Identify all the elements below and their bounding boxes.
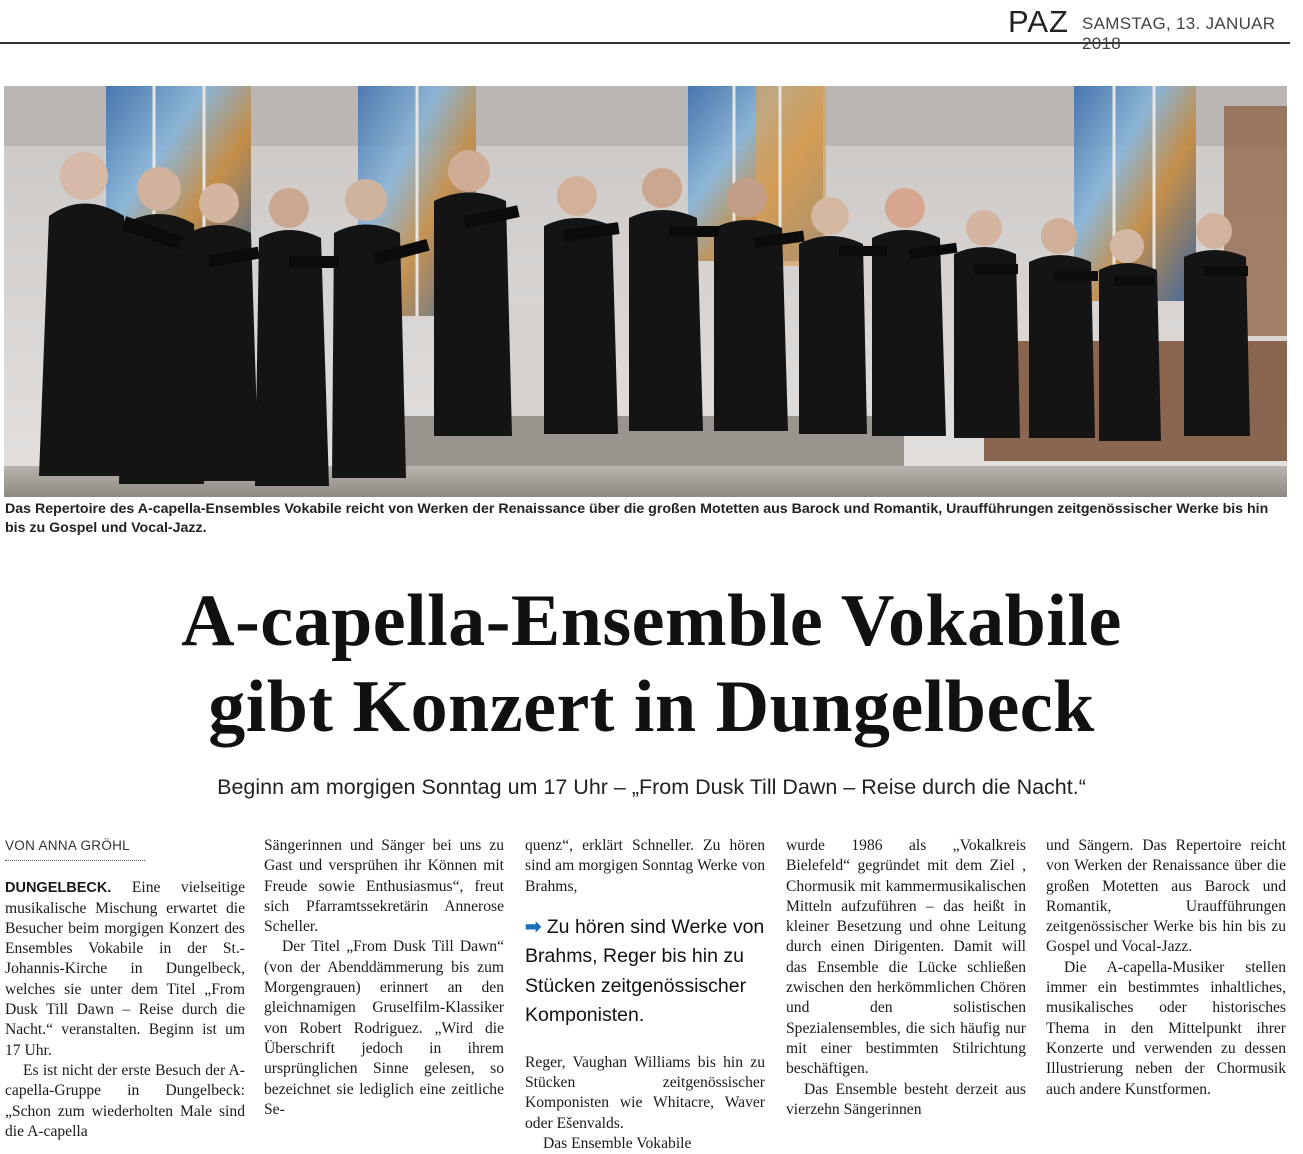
headline-line-2: gibt Konzert in Dungelbeck xyxy=(208,666,1095,748)
article-column-5 xyxy=(1046,836,1286,1100)
paragraph: Die A-capella-Musiker stellen immer ein bestimmtes inhaltliches, musikalisches oder historisches Thema in den Mittelpunkt ihrer Konzerte und verwenden zu dessen Illustrierung neben der Chormusik auch andere Kunstformen. xyxy=(1046,958,1286,1098)
paragraph: Es ist nicht der erste Besuch der A-capella-Gruppe in Dungelbeck: „Schon zum wiederholten Male sind die A-capella xyxy=(5,1061,245,1140)
choir-photo-illustration xyxy=(4,86,1287,497)
article-column-4 xyxy=(786,836,1026,1120)
article-column-2 xyxy=(264,836,504,1120)
paper-name: PAZ xyxy=(1008,4,1069,39)
headline-line-1: A-capella-Ensemble Vokabile xyxy=(181,580,1122,662)
article-column-3 xyxy=(525,836,765,1154)
headline xyxy=(0,578,1303,750)
paragraph: Sängerinnen und Sänger bei uns zu Gast und versprühen ihr Können mit Freude sowie Enthusiasmus“, freut sich Pfarramtssekretärin Annerose Scheller. xyxy=(264,837,504,936)
paragraph: quenz“, erklärt Schneller. Zu hören sind am morgigen Sonntag Werke von Brahms, xyxy=(525,837,765,895)
photo-caption: Das Repertoire des A-capella-Ensembles Vokabile reicht von Werken der Renaissance über die großen Motetten aus Barock und Romantik, Uraufführungen zeitgenössischer Werke bis hin bis zu Gospel und Vocal-Jazz. xyxy=(5,501,1269,536)
paragraph: wurde 1986 als „Vokalkreis Bielefeld“ gegründet mit dem Ziel , Chormusik mit kammermusikalischen Mitteln aufzuführen – das heißt in kleiner Besetzung und ohne Leitung durch einen Dirigenten. Damit will das Ensemble die Lücke schließen zwischen den herkömmlichen Chören und den solistischen Spezialensembles, die sich häufig nur mit einer bestimmten Stilrichtung beschäftigen. xyxy=(786,837,1026,1078)
pull-quote xyxy=(525,913,765,1031)
arrow-right-icon: ➡ xyxy=(525,915,542,938)
paragraph-text: Eine vielseitige musikalische Mischung erwartet die Besucher beim morgigen Konzert des Ensembles Vokabile in der St.-Johannis-Kirche in Dungelbeck, welches sie unter dem Titel „From Dusk Till Dawn – Reise durch die Nacht.“ veranstalten. Beginn ist um 17 Uhr. xyxy=(5,879,245,1059)
paragraph xyxy=(5,878,245,1061)
issue-date: SAMSTAG, 13. JANUAR 2018 xyxy=(1082,14,1276,53)
masthead xyxy=(0,0,1290,53)
paragraph: Das Ensemble besteht derzeit aus vierzehn Sängerinnen xyxy=(786,1080,1026,1118)
dateline: DUNGELBECK. xyxy=(5,880,112,897)
subheadline: Beginn am morgigen Sonntag um 17 Uhr – „From Dusk Till Dawn – Reise durch die Nacht.“ xyxy=(217,775,1086,799)
pull-quote-text: Zu hören sind Werke von Brahms, Reger bis hin zu Stücken zeitgenössischer Komponisten. xyxy=(525,915,765,1027)
article-column-1 xyxy=(5,836,245,1142)
paragraph: Der Titel „From Dusk Till Dawn“ (von der Abenddämmerung bis zum Morgengrauen) erinnert an den gleichnamigen Gruselfilm-Klassiker von Robert Rodriguez. „Wird die Überschrift jedoch in ihrem ursprünglichen Sinne gelesen, so bezeichnet sie lediglich eine zeitliche Se- xyxy=(264,938,504,1118)
paragraph: Reger, Vaughan Williams bis hin zu Stücken zeitgenössischer Komponisten wie Whitacre, Waver oder Ešenvalds. xyxy=(525,1053,765,1132)
byline: VON ANNA GRÖHL xyxy=(5,836,145,861)
choir-photo xyxy=(4,86,1287,497)
paragraph: und Sängern. Das Repertoire reicht von Werken der Renaissance über die großen Motetten aus Barock und Romantik, Uraufführungen zeitgenössischer Werke bis hin bis zu Gospel und Vocal-Jazz. xyxy=(1046,837,1286,956)
paragraph: Das Ensemble Vokabile xyxy=(543,1135,692,1153)
